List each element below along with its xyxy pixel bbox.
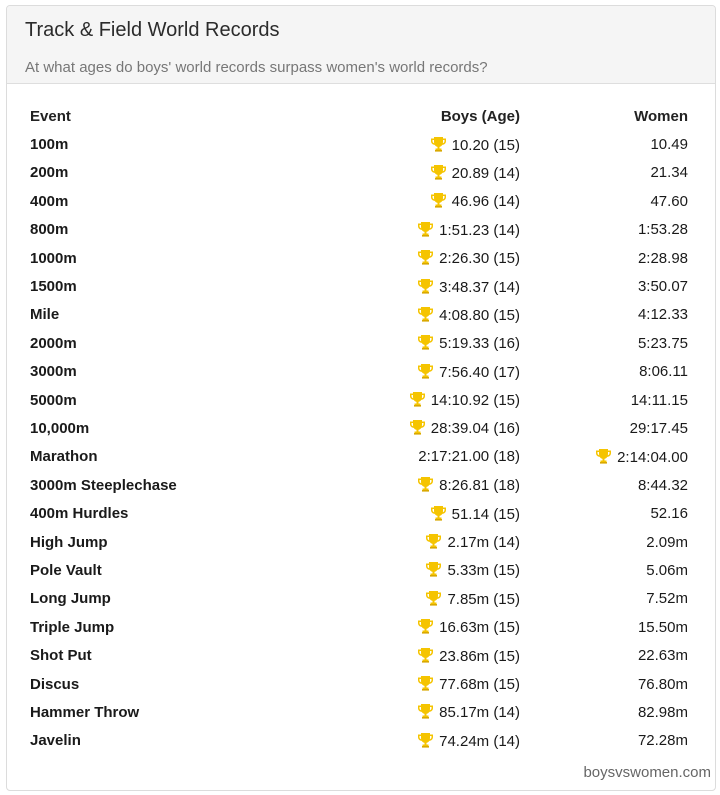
boys-record-cell bbox=[275, 187, 525, 215]
event-name: 2000m bbox=[30, 334, 77, 352]
boys-record-value: 1:51.23 (14) bbox=[439, 221, 520, 239]
women-record-value: 4:12.33 bbox=[637, 306, 688, 324]
trophy-icon bbox=[425, 561, 442, 577]
trophy-icon bbox=[417, 221, 434, 237]
boys-record-value: 74.24m (14) bbox=[439, 732, 520, 750]
boys-record-value: 10.20 (15) bbox=[451, 136, 520, 154]
boys-record-value: 2:17:21.00 (18) bbox=[418, 448, 520, 466]
women-record-value: 8:06.11 bbox=[639, 363, 688, 381]
women-record-value: 3:50.07 bbox=[637, 278, 688, 296]
event-name: 400m Hurdles bbox=[30, 505, 129, 523]
women-record-cell bbox=[525, 556, 693, 584]
women-record-value: 21.34 bbox=[650, 164, 688, 182]
trophy-icon bbox=[595, 448, 612, 464]
boys-record-cell bbox=[275, 130, 525, 158]
women-record-cell bbox=[525, 329, 693, 357]
women-record-value: 2.09m bbox=[646, 533, 688, 551]
women-record-value: 5.06m bbox=[646, 561, 688, 579]
women-record-cell bbox=[525, 244, 693, 272]
women-record-value: 22.63m bbox=[637, 647, 688, 665]
trophy-icon bbox=[417, 334, 434, 350]
event-name: Javelin bbox=[30, 732, 81, 750]
records-table bbox=[25, 102, 693, 755]
boys-record-value: 7:56.40 (17) bbox=[439, 363, 520, 381]
event-name: 200m bbox=[30, 164, 69, 182]
event-name: 100m bbox=[30, 136, 69, 154]
table-row bbox=[25, 386, 693, 414]
women-record-cell bbox=[525, 443, 693, 471]
column-header-boys: Boys (Age) bbox=[440, 107, 520, 125]
event-name: 400m bbox=[30, 192, 69, 210]
table-row bbox=[25, 272, 693, 300]
trophy-icon bbox=[425, 590, 442, 606]
women-record-cell bbox=[525, 499, 693, 527]
boys-record-value: 20.89 (14) bbox=[451, 164, 520, 182]
women-record-cell bbox=[525, 386, 693, 414]
women-record-cell bbox=[525, 301, 693, 329]
boys-record-cell bbox=[275, 641, 525, 669]
women-record-value: 2:28.98 bbox=[637, 249, 688, 267]
boys-record-value: 8:26.81 (18) bbox=[439, 477, 520, 495]
event-name: Mile bbox=[30, 306, 60, 324]
trophy-icon bbox=[409, 391, 426, 407]
event-name: Long Jump bbox=[30, 590, 111, 608]
boys-record-cell bbox=[275, 556, 525, 584]
event-name: 5000m bbox=[30, 391, 77, 409]
trophy-icon bbox=[430, 505, 447, 521]
event-name: High Jump bbox=[30, 533, 108, 551]
column-header-event: Event bbox=[30, 107, 71, 125]
boys-record-value: 28:39.04 (16) bbox=[430, 420, 520, 438]
boys-record-cell bbox=[275, 727, 525, 755]
table-header-row bbox=[25, 102, 693, 130]
boys-record-value: 7.85m (15) bbox=[447, 590, 520, 608]
page-subtitle: At what ages do boys' world records surpass women's world records? bbox=[25, 59, 488, 76]
women-record-value: 1:53.28 bbox=[637, 221, 688, 239]
women-record-cell bbox=[525, 471, 693, 499]
site-link[interactable]: boysvswomen.com bbox=[583, 764, 711, 781]
women-record-cell bbox=[525, 670, 693, 698]
women-record-value: 52.16 bbox=[650, 505, 688, 523]
women-record-cell bbox=[525, 698, 693, 726]
event-name: Shot Put bbox=[30, 647, 92, 665]
trophy-icon bbox=[417, 249, 434, 265]
boys-record-cell bbox=[275, 386, 525, 414]
table-row bbox=[25, 187, 693, 215]
women-record-value: 29:17.45 bbox=[629, 419, 688, 437]
boys-record-cell bbox=[275, 499, 525, 527]
women-record-cell bbox=[525, 585, 693, 613]
table-row bbox=[25, 301, 693, 329]
event-name: 3000m Steeplechase bbox=[30, 476, 177, 494]
trophy-icon bbox=[430, 192, 447, 208]
women-record-cell bbox=[525, 528, 693, 556]
women-record-cell bbox=[525, 272, 693, 300]
table-row bbox=[25, 585, 693, 613]
boys-record-cell bbox=[275, 244, 525, 272]
event-name: Hammer Throw bbox=[30, 703, 140, 721]
table-row bbox=[25, 670, 693, 698]
trophy-icon bbox=[430, 164, 447, 180]
women-record-value: 15.50m bbox=[637, 618, 688, 636]
women-record-cell bbox=[525, 613, 693, 641]
boys-record-value: 46.96 (14) bbox=[451, 193, 520, 211]
trophy-icon bbox=[417, 647, 434, 663]
table-row bbox=[25, 556, 693, 584]
table-row bbox=[25, 698, 693, 726]
women-record-value: 8:44.32 bbox=[637, 476, 688, 494]
women-record-cell bbox=[525, 130, 693, 158]
table-row bbox=[25, 414, 693, 442]
trophy-icon bbox=[409, 419, 426, 435]
boys-record-value: 2:26.30 (15) bbox=[439, 250, 520, 268]
trophy-icon bbox=[430, 136, 447, 152]
table-row bbox=[25, 159, 693, 187]
event-name: 1500m bbox=[30, 278, 77, 296]
table-row bbox=[25, 727, 693, 755]
women-record-cell bbox=[525, 187, 693, 215]
boys-record-cell bbox=[275, 698, 525, 726]
boys-record-value: 5.33m (15) bbox=[447, 562, 520, 580]
records-table-body bbox=[25, 130, 693, 755]
page-title: Track & Field World Records bbox=[25, 19, 280, 41]
boys-record-value: 16.63m (15) bbox=[439, 619, 520, 637]
trophy-icon bbox=[417, 703, 434, 719]
trophy-icon bbox=[417, 363, 434, 379]
boys-record-cell bbox=[275, 613, 525, 641]
women-record-value: 14:11.15 bbox=[630, 391, 688, 409]
boys-record-value: 4:08.80 (15) bbox=[439, 306, 520, 324]
trophy-icon bbox=[417, 618, 434, 634]
boys-record-cell bbox=[275, 443, 525, 471]
event-name: Triple Jump bbox=[30, 618, 115, 636]
women-record-value: 10.49 bbox=[650, 136, 688, 154]
women-record-value: 76.80m bbox=[637, 675, 688, 693]
boys-record-cell bbox=[275, 159, 525, 187]
boys-record-cell bbox=[275, 216, 525, 244]
boys-record-value: 77.68m (15) bbox=[439, 676, 520, 693]
trophy-icon bbox=[417, 306, 434, 322]
table-row bbox=[25, 329, 693, 357]
women-record-cell bbox=[525, 216, 693, 244]
women-record-cell bbox=[525, 358, 693, 386]
boys-record-value: 14:10.92 (15) bbox=[430, 392, 520, 410]
boys-record-value: 23.86m (15) bbox=[439, 647, 520, 665]
boys-record-cell bbox=[275, 670, 525, 698]
event-name: Marathon bbox=[30, 448, 98, 466]
table-row bbox=[25, 471, 693, 499]
event-name: Discus bbox=[30, 675, 80, 693]
table-row bbox=[25, 499, 693, 527]
table-row bbox=[25, 130, 693, 158]
boys-record-cell bbox=[275, 414, 525, 442]
women-record-cell bbox=[525, 727, 693, 755]
event-name: Pole Vault bbox=[30, 561, 102, 579]
boys-record-cell bbox=[275, 471, 525, 499]
women-record-value: 5:23.75 bbox=[637, 334, 688, 352]
women-record-value: 2:14:04.00 bbox=[617, 448, 688, 466]
event-name: 10,000m bbox=[30, 419, 90, 437]
table-row bbox=[25, 443, 693, 471]
boys-record-cell bbox=[275, 528, 525, 556]
boys-record-value: 3:48.37 (14) bbox=[439, 278, 520, 296]
card-header bbox=[7, 6, 715, 84]
table-row bbox=[25, 641, 693, 669]
event-name: 800m bbox=[30, 221, 69, 239]
boys-record-value: 2.17m (14) bbox=[447, 534, 520, 552]
boys-record-value: 85.17m (14) bbox=[439, 704, 520, 722]
trophy-icon bbox=[417, 675, 434, 691]
boys-record-cell bbox=[275, 358, 525, 386]
trophy-icon bbox=[425, 533, 442, 549]
column-header-women: Women bbox=[634, 107, 688, 125]
table-row bbox=[25, 358, 693, 386]
boys-record-cell bbox=[275, 329, 525, 357]
women-record-value: 7.52m bbox=[646, 590, 688, 608]
table-row bbox=[25, 216, 693, 244]
women-record-value: 72.28m bbox=[637, 732, 688, 750]
trophy-icon bbox=[417, 476, 434, 492]
women-record-cell bbox=[525, 641, 693, 669]
women-record-value: 47.60 bbox=[650, 192, 688, 210]
event-name: 3000m bbox=[30, 363, 77, 381]
women-record-cell bbox=[525, 159, 693, 187]
table-row bbox=[25, 613, 693, 641]
trophy-icon bbox=[417, 732, 434, 748]
table-row bbox=[25, 528, 693, 556]
event-name: 1000m bbox=[30, 249, 77, 267]
records-card bbox=[6, 5, 716, 791]
boys-record-cell bbox=[275, 585, 525, 613]
women-record-cell bbox=[525, 414, 693, 442]
women-record-value: 82.98m bbox=[637, 703, 688, 721]
boys-record-cell bbox=[275, 272, 525, 300]
boys-record-value: 5:19.33 (16) bbox=[439, 335, 520, 353]
boys-record-cell bbox=[275, 301, 525, 329]
table-row bbox=[25, 244, 693, 272]
boys-record-value: 51.14 (15) bbox=[451, 505, 520, 523]
trophy-icon bbox=[417, 278, 434, 294]
